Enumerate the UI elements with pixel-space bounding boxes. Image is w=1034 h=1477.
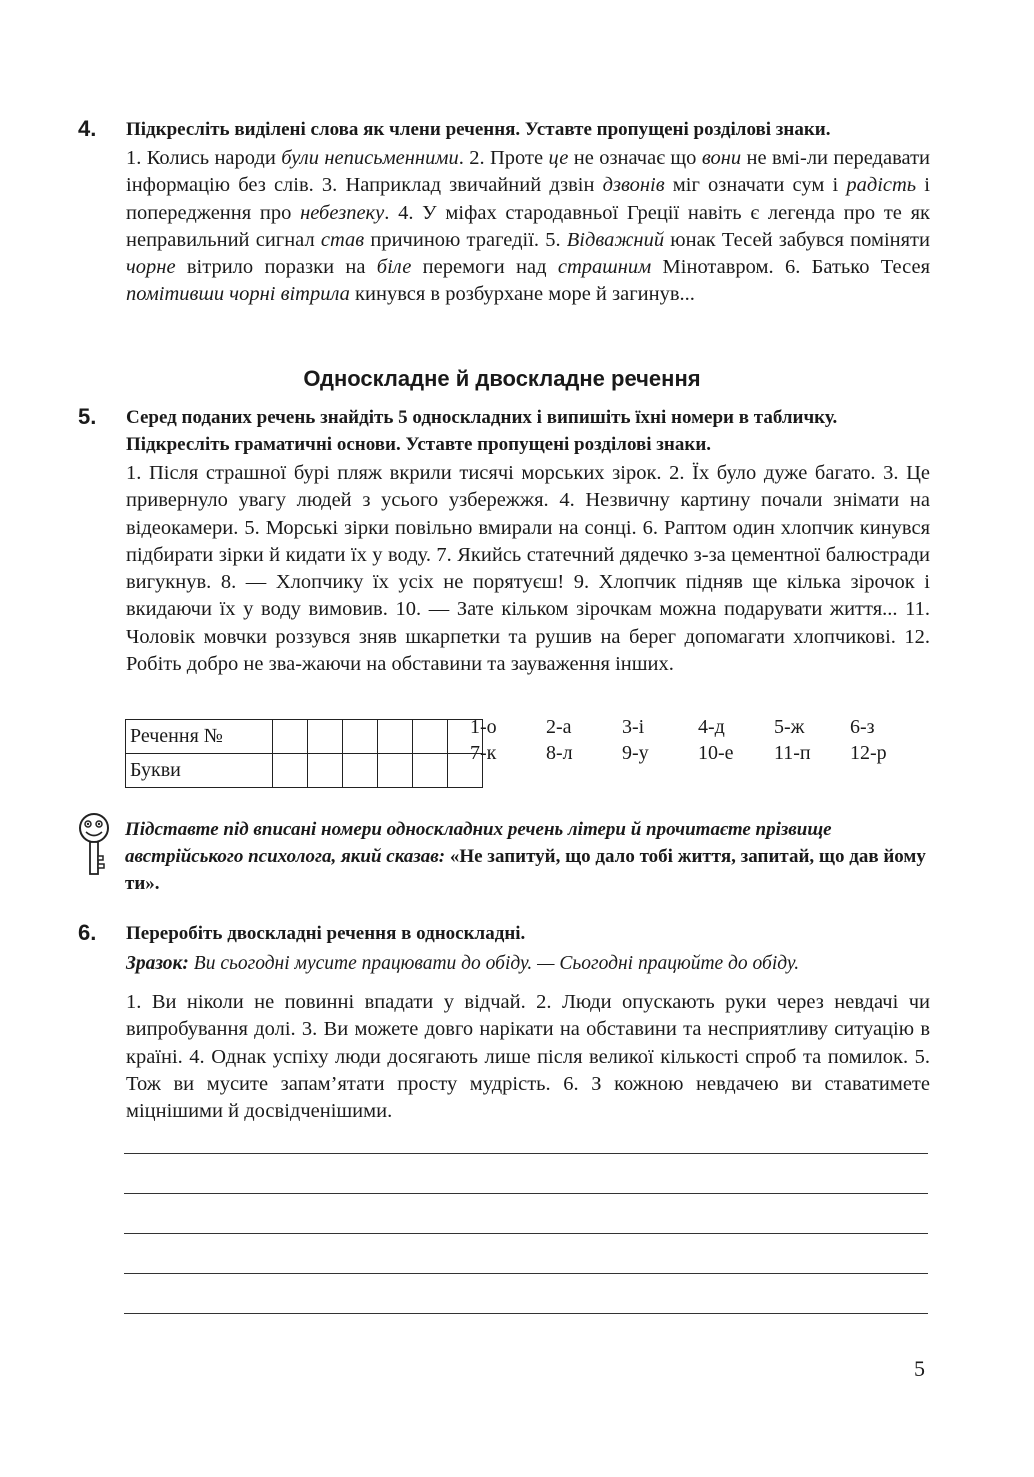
answer-cell[interactable] xyxy=(378,720,413,754)
task-4 xyxy=(78,116,930,309)
key-character-icon xyxy=(76,812,112,878)
text-run: причиною трагедії. 5. xyxy=(364,228,567,251)
page-number: 5 xyxy=(914,1356,925,1381)
task-5 xyxy=(78,404,930,678)
highlighted-word: вони xyxy=(701,147,742,169)
answer-table xyxy=(125,719,483,788)
task-instruction: Підкресліть виділені слова як члени речення. Уставте пропущені розділові знаки. xyxy=(126,119,831,140)
key-item: 4-д xyxy=(698,716,725,738)
highlighted-word: були неписьменними xyxy=(281,147,459,169)
text-run: Мінотавром. 6. Батько Тесея xyxy=(651,256,930,279)
task-text: 1. Після страшної бурі пляж вкрили тисячі морських зірок. 2. Їх було дуже багато. 3. Це привернуло увагу людей з усього узбережжя. 4. Незвичну картину почали знімати на відеокамери. 5. Морські зірки повільно вмирали на сонці. 6. Раптом один хлопчик кинувся підбирати зірки й кидати їх у воду. 7. Якийсь статечний дядечко з-за цементної балюстради вигукнув. 8. — Хлопчику їх усіх не порятуєш! 9. Хлопчик підняв ще кілька зірочок і вкидаючи їх у воду вимовив. 10. — Зате кільком зірочкам можна подарувати життя... 11. Чоловік мовчки роззувся зняв шкарпетки та рушив на берег допомагати хлопчикові. 12. Робіть добро не зва-жаючи на обставини та зауваження інших. xyxy=(126,462,930,676)
highlighted-word: помітивши чорні вітрила xyxy=(126,283,350,306)
key-item: 2-а xyxy=(546,716,572,738)
sample-text: Ви сьогодні мусите працювати до обіду. — Сьогодні працюйте до обіду. xyxy=(188,953,800,974)
highlighted-word: чорне xyxy=(126,256,176,279)
letter-key xyxy=(470,714,926,766)
task-instruction: Переробіть двоскладні речення в односкладні. xyxy=(126,923,526,944)
task-6 xyxy=(78,920,930,1125)
key-item: 3-і xyxy=(622,716,645,738)
key-item: 9-у xyxy=(622,742,649,764)
key-item: 8-л xyxy=(546,742,573,764)
writing-line[interactable] xyxy=(124,1313,928,1314)
sample-label: Зразок: xyxy=(126,953,189,974)
table-row-label: Речення № xyxy=(126,720,273,754)
answer-cell[interactable] xyxy=(273,720,308,754)
text-run: перемоги над xyxy=(411,256,558,279)
highlighted-word: біле xyxy=(376,256,412,279)
table-row-label: Букви xyxy=(126,754,273,788)
key-item: 11-п xyxy=(774,742,811,764)
answer-cell[interactable] xyxy=(413,720,448,754)
task-number: 5. xyxy=(78,404,97,429)
key-item: 6-з xyxy=(850,716,875,738)
highlighted-word: це xyxy=(548,147,569,169)
text-run: і попередження про xyxy=(126,174,930,224)
answer-cell[interactable] xyxy=(273,754,308,788)
highlighted-word: страшним xyxy=(557,256,652,279)
section-title: Односкладне й двоскладне речення xyxy=(303,366,701,391)
text-run: . 4. У міфах стародавньої Греції навіть є легенда про те як неправильний сигнал xyxy=(126,201,930,251)
hint-instruction: Підставте під вписані номери односкладних речень літери й прочитаєте прізвище австрійського психолога, який сказав: xyxy=(125,819,832,867)
answer-cell[interactable] xyxy=(343,754,378,788)
writing-line[interactable] xyxy=(124,1153,928,1154)
highlighted-word: став xyxy=(320,228,365,251)
task-text: 1. Ви ніколи не повинні впадати у відчай. 2. Люди опускають руки через невдачі чи випробування долі. 3. Ви можете довго нарікати на обставини та несприятливу ситуацію в країні. 4. Однак успіху люди досягають лише після великої кількості спроб та помилок. 5. Тож ви мусите запам’ятати просту мудрість. 6. З кожною невдачею ви ставатимете міцнішими й досвідченішими. xyxy=(126,991,930,1123)
sample xyxy=(126,950,930,977)
highlighted-word: Відважний xyxy=(566,228,665,251)
answer-lines xyxy=(124,1153,928,1353)
highlighted-word: дзвонів xyxy=(602,174,665,197)
text-run: кинувся в розбурхане море й загинув... xyxy=(349,283,695,306)
highlighted-word: небезпеку xyxy=(300,201,385,224)
answer-cell[interactable] xyxy=(378,754,413,788)
task-instruction: Серед поданих речень знайдіть 5 односкладних і випишіть їхні номери в табличку. Підкресліть граматичні основи. Уставте пропущені розділові знаки. xyxy=(126,407,838,455)
answer-cell[interactable] xyxy=(308,754,343,788)
key-item: 5-ж xyxy=(774,716,805,738)
key-item: 12-р xyxy=(850,742,887,764)
highlighted-word: радість xyxy=(846,174,917,197)
key-item: 7-к xyxy=(470,742,497,764)
writing-line[interactable] xyxy=(124,1193,928,1194)
answer-cell[interactable] xyxy=(308,720,343,754)
key-item: 10-е xyxy=(698,742,734,764)
text-run: 1. Колись народи xyxy=(126,147,282,169)
hint-quote: «Не запитуй, що дало тобі життя, запитай, що дав йому ти». xyxy=(125,846,926,894)
answer-cell[interactable] xyxy=(413,754,448,788)
text-run: вітрило поразки на xyxy=(175,256,377,279)
task-text xyxy=(126,145,930,309)
task-number: 6. xyxy=(78,920,97,945)
text-run: юнак Тесей забувся поміняти xyxy=(664,228,930,251)
writing-line[interactable] xyxy=(124,1233,928,1234)
text-run: не означає що xyxy=(568,147,702,169)
answer-cell[interactable] xyxy=(343,720,378,754)
task-number: 4. xyxy=(78,116,97,141)
text-run: . 2. Проте xyxy=(458,147,549,169)
hint-text xyxy=(125,816,931,897)
text-run: міг означати сум і xyxy=(664,174,847,197)
key-item: 1-о xyxy=(470,716,497,738)
text-run: не вмі-ли передавати інформацію без слів. 3. Наприклад звичайний дзвін xyxy=(126,147,930,197)
writing-line[interactable] xyxy=(124,1273,928,1274)
